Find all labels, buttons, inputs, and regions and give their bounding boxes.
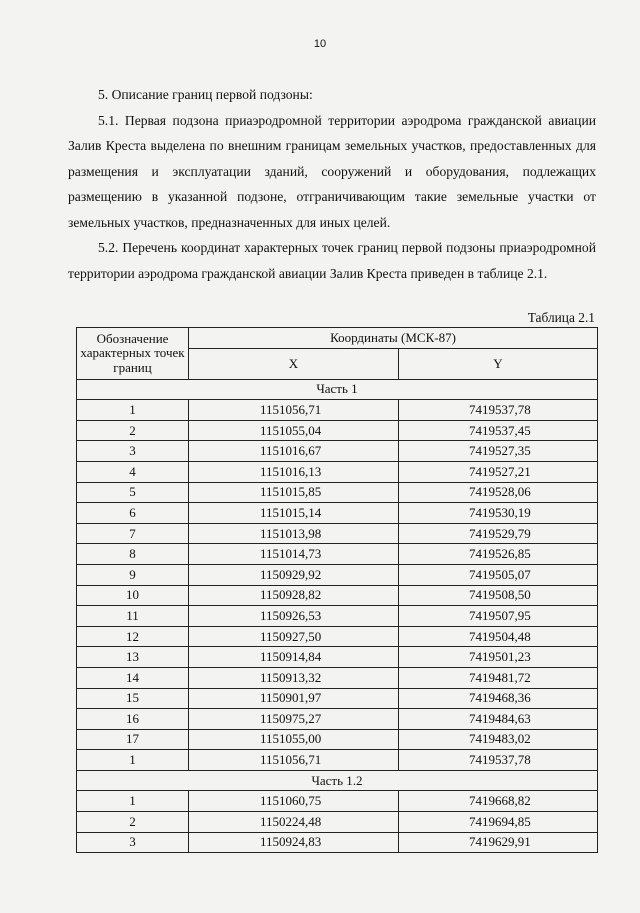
table-row [77, 482, 598, 503]
y-coordinate-cell: 7419694,85 [399, 812, 598, 833]
x-coordinate-cell: 1151013,98 [189, 523, 399, 544]
point-number-cell: 10 [77, 585, 189, 606]
y-coordinate-cell: 7419483,02 [399, 729, 598, 750]
x-coordinate-cell: 1151056,71 [189, 400, 399, 421]
coordinates-table [76, 327, 598, 853]
point-number-cell: 1 [77, 791, 189, 812]
header-y: Y [399, 348, 598, 379]
page-number: 10 [313, 38, 327, 50]
table-row [77, 832, 598, 853]
table-row [77, 564, 598, 585]
table-row [77, 420, 598, 441]
table-row [77, 585, 598, 606]
paragraph-5-2: 5.2. Перечень координат характерных точек границ первой подзоны приаэродромной территории аэродрома гражданской авиации Залив Креста приведен в таблице 2.1. [68, 240, 596, 281]
y-coordinate-cell: 7419527,35 [399, 441, 598, 462]
point-number-cell: 6 [77, 503, 189, 524]
x-coordinate-cell: 1151016,13 [189, 461, 399, 482]
x-coordinate-cell: 1151055,00 [189, 729, 399, 750]
x-coordinate-cell: 1151016,67 [189, 441, 399, 462]
table-row [77, 461, 598, 482]
y-coordinate-cell: 7419529,79 [399, 523, 598, 544]
table-row [77, 812, 598, 833]
y-coordinate-cell: 7419505,07 [399, 564, 598, 585]
x-coordinate-cell: 1150975,27 [189, 709, 399, 730]
table-row [77, 647, 598, 668]
y-coordinate-cell: 7419507,95 [399, 606, 598, 627]
table-row [77, 667, 598, 688]
y-coordinate-cell: 7419481,72 [399, 667, 598, 688]
x-coordinate-cell: 1150913,32 [189, 667, 399, 688]
point-number-cell: 17 [77, 729, 189, 750]
point-number-cell: 2 [77, 812, 189, 833]
point-number-cell: 3 [77, 832, 189, 853]
table-row [77, 750, 598, 771]
y-coordinate-cell: 7419629,91 [399, 832, 598, 853]
document-text [68, 82, 596, 286]
x-coordinate-cell: 1151015,85 [189, 482, 399, 503]
y-coordinate-cell: 7419526,85 [399, 544, 598, 565]
header-designation: Обозначение характерных точек границ [77, 328, 189, 380]
paragraph-5-1: 5.1. Первая подзона приаэродромной территории аэродрома гражданской авиации Залив Креста выделена по внешним границам земельных участков, предоставленных для размещения и эксплуатации зданий, сооружений и оборудования, подлежащих размещению в указанной подзоне, отграничивающим такие земельные участки от земельных участков, предназначенных для иных целей. [68, 112, 596, 230]
x-coordinate-cell: 1151060,75 [189, 791, 399, 812]
y-coordinate-cell: 7419537,45 [399, 420, 598, 441]
x-coordinate-cell: 1151015,14 [189, 503, 399, 524]
section-heading: 5. Описание границ первой подзоны: [98, 87, 313, 102]
part-header-row: Часть 1 [77, 379, 598, 400]
point-number-cell: 15 [77, 688, 189, 709]
y-coordinate-cell: 7419501,23 [399, 647, 598, 668]
table-row [77, 544, 598, 565]
x-coordinate-cell: 1150927,50 [189, 626, 399, 647]
x-coordinate-cell: 1151056,71 [189, 750, 399, 771]
table-row [77, 791, 598, 812]
table-row [77, 688, 598, 709]
table-caption: Таблица 2.1 [527, 310, 595, 325]
table-body [77, 379, 598, 853]
x-coordinate-cell: 1150926,53 [189, 606, 399, 627]
table-row [77, 606, 598, 627]
table-row [77, 441, 598, 462]
x-coordinate-cell: 1150901,97 [189, 688, 399, 709]
point-number-cell: 3 [77, 441, 189, 462]
point-number-cell: 16 [77, 709, 189, 730]
x-coordinate-cell: 1150914,84 [189, 647, 399, 668]
y-coordinate-cell: 7419484,63 [399, 709, 598, 730]
point-number-cell: 1 [77, 400, 189, 421]
point-number-cell: 1 [77, 750, 189, 771]
table-row [77, 523, 598, 544]
part-header-row: Часть 1.2 [77, 770, 598, 791]
point-number-cell: 4 [77, 461, 189, 482]
table-row [77, 729, 598, 750]
point-number-cell: 11 [77, 606, 189, 627]
header-coordinates: Координаты (МСК-87) [189, 328, 598, 349]
x-coordinate-cell: 1151055,04 [189, 420, 399, 441]
x-coordinate-cell: 1151014,73 [189, 544, 399, 565]
point-number-cell: 7 [77, 523, 189, 544]
y-coordinate-cell: 7419537,78 [399, 400, 598, 421]
y-coordinate-cell: 7419504,48 [399, 626, 598, 647]
point-number-cell: 8 [77, 544, 189, 565]
x-coordinate-cell: 1150924,83 [189, 832, 399, 853]
y-coordinate-cell: 7419508,50 [399, 585, 598, 606]
y-coordinate-cell: 7419537,78 [399, 750, 598, 771]
y-coordinate-cell: 7419468,36 [399, 688, 598, 709]
y-coordinate-cell: 7419528,06 [399, 482, 598, 503]
table-row [77, 503, 598, 524]
point-number-cell: 14 [77, 667, 189, 688]
x-coordinate-cell: 1150928,82 [189, 585, 399, 606]
point-number-cell: 5 [77, 482, 189, 503]
table-row [77, 400, 598, 421]
point-number-cell: 13 [77, 647, 189, 668]
x-coordinate-cell: 1150224,48 [189, 812, 399, 833]
point-number-cell: 2 [77, 420, 189, 441]
x-coordinate-cell: 1150929,92 [189, 564, 399, 585]
point-number-cell: 9 [77, 564, 189, 585]
header-x: X [189, 348, 399, 379]
point-number-cell: 12 [77, 626, 189, 647]
y-coordinate-cell: 7419527,21 [399, 461, 598, 482]
table-row [77, 626, 598, 647]
y-coordinate-cell: 7419668,82 [399, 791, 598, 812]
y-coordinate-cell: 7419530,19 [399, 503, 598, 524]
table-row [77, 709, 598, 730]
